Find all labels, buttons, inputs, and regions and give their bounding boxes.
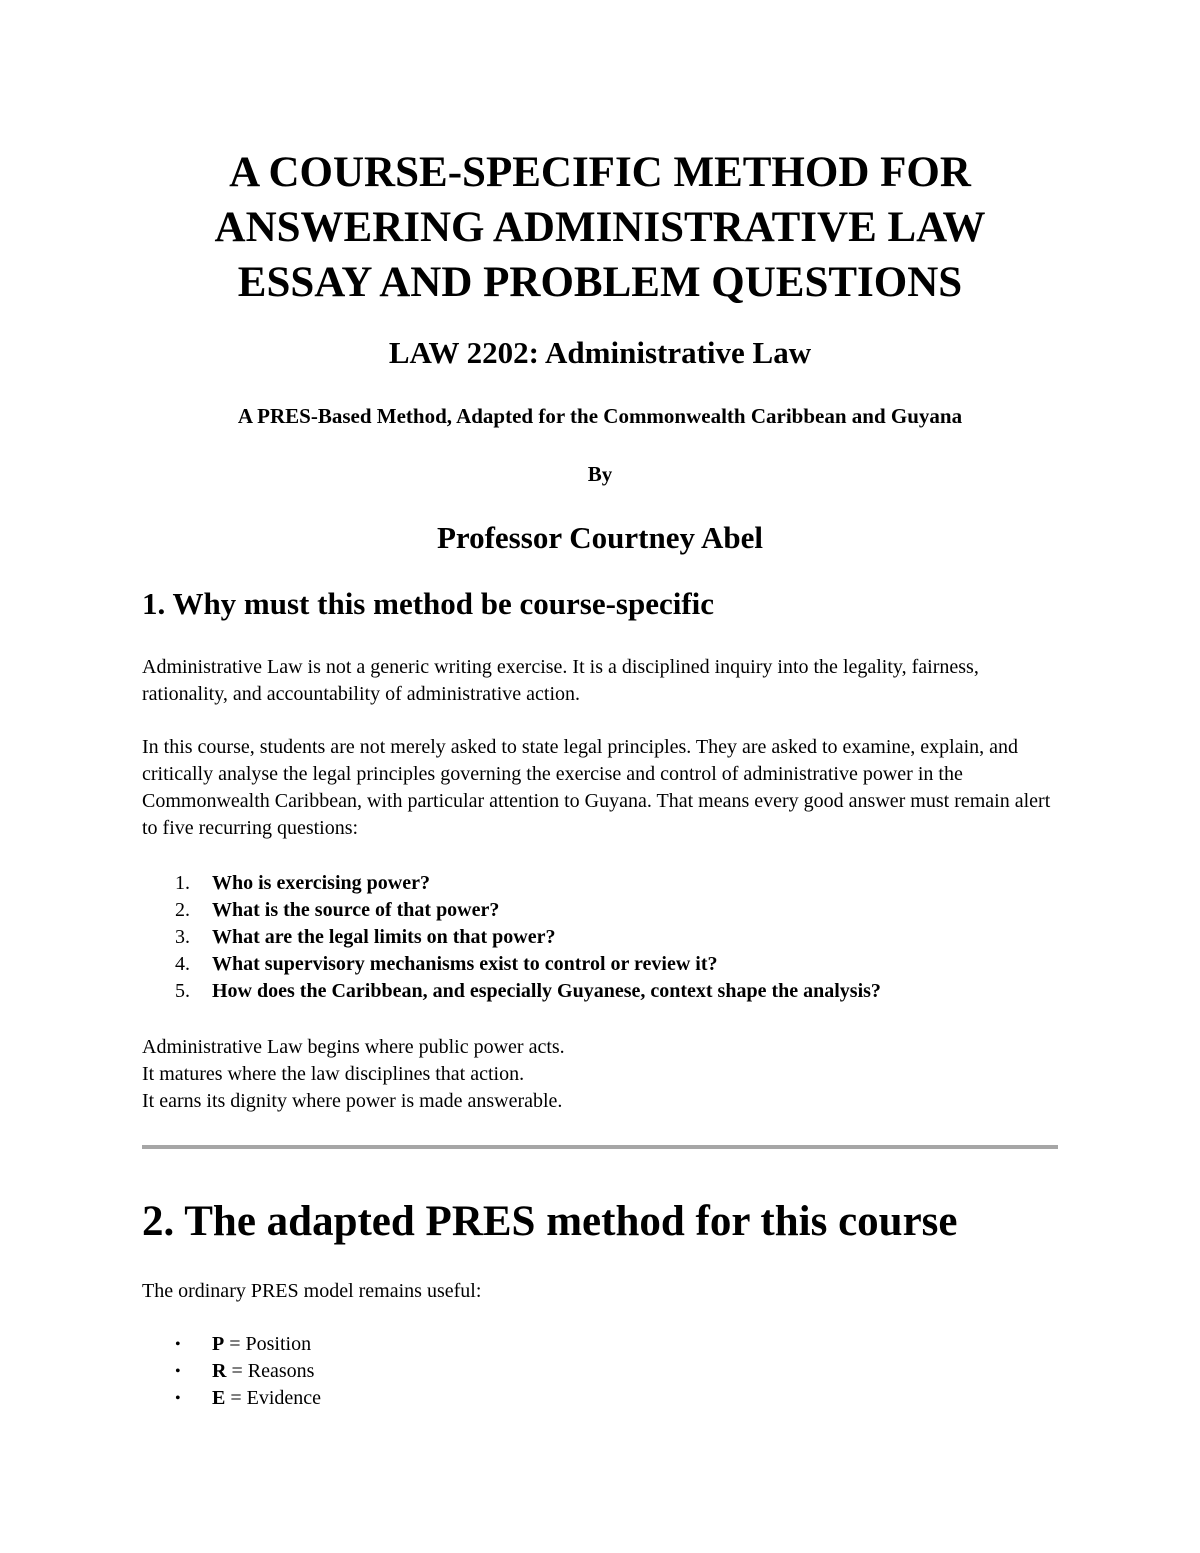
list-item — [142, 1358, 1058, 1385]
document-subtitle: A PRES-Based Method, Adapted for the Commonwealth Caribbean and Guyana — [237, 404, 963, 428]
closing-line: It matures where the law disciplines that action. — [142, 1063, 525, 1085]
section-2-heading: 2. The adapted PRES method for this course — [142, 1198, 958, 1245]
closing-line: Administrative Law begins where public power acts. — [142, 1036, 565, 1058]
pres-meaning: = Reasons — [226, 1360, 315, 1382]
bullet-icon: • — [175, 1390, 181, 1407]
list-item-text: How does the Caribbean, and especially Guyanese, context shape the analysis? — [212, 980, 881, 1002]
list-number: 4. — [175, 953, 190, 975]
list-number: 2. — [175, 899, 190, 921]
pres-meaning: = Evidence — [225, 1387, 322, 1409]
pres-list — [142, 1331, 1058, 1412]
list-number: 1. — [175, 872, 190, 894]
title-line: ESSAY AND PROBLEM QUESTIONS — [237, 259, 963, 306]
list-item — [142, 978, 1058, 1005]
author-name: Professor Courtney Abel — [436, 520, 764, 555]
list-number: 3. — [175, 926, 190, 948]
list-item — [142, 951, 1058, 978]
list-item — [142, 924, 1058, 951]
pres-letter: R — [212, 1360, 227, 1382]
section-2-intro: The ordinary PRES model remains useful: — [142, 1280, 482, 1302]
list-item-text: What supervisory mechanisms exist to control or review it? — [212, 953, 718, 975]
section-1-paragraph-2: In this course, students are not merely asked to state legal principles. They are asked to examine, explain, and critically analyse the legal principles governing the exercise and control of administrative power in the Commonwealth Caribbean, with particular attention to Guyana. That means every good answer must remain alert to five recurring questions: — [142, 736, 1051, 839]
title-line: A COURSE-SPECIFIC METHOD FOR — [229, 149, 971, 196]
section-1-paragraph-1: Administrative Law is not a generic writing exercise. It is a disciplined inquiry into the legality, fairness, rationality, and accountability of administrative action. — [142, 656, 979, 705]
pres-letter: P — [212, 1333, 225, 1355]
section-1-heading: 1. Why must this method be course-specific — [142, 586, 715, 621]
section-divider — [142, 1145, 1058, 1149]
list-item-text: Who is exercising power? — [212, 872, 430, 894]
list-item-text: What are the legal limits on that power? — [212, 926, 556, 948]
pres-meaning: = Position — [224, 1333, 312, 1355]
document-title — [142, 145, 1058, 310]
list-item — [142, 1331, 1058, 1358]
closing-line: It earns its dignity where power is made answerable. — [142, 1090, 563, 1112]
closing-statement — [142, 1034, 565, 1115]
list-item — [142, 1385, 1058, 1412]
pres-letter: E — [212, 1387, 226, 1409]
title-line: ANSWERING ADMINISTRATIVE LAW — [214, 204, 986, 251]
list-item — [142, 897, 1058, 924]
recurring-questions-list — [142, 870, 1058, 1005]
list-item — [142, 870, 1058, 897]
list-item-text: What is the source of that power? — [212, 899, 500, 921]
list-number: 5. — [175, 980, 190, 1002]
by-label: By — [587, 462, 613, 486]
bullet-icon: • — [175, 1336, 181, 1353]
course-title: LAW 2202: Administrative Law — [388, 335, 812, 370]
bullet-icon: • — [175, 1363, 181, 1380]
